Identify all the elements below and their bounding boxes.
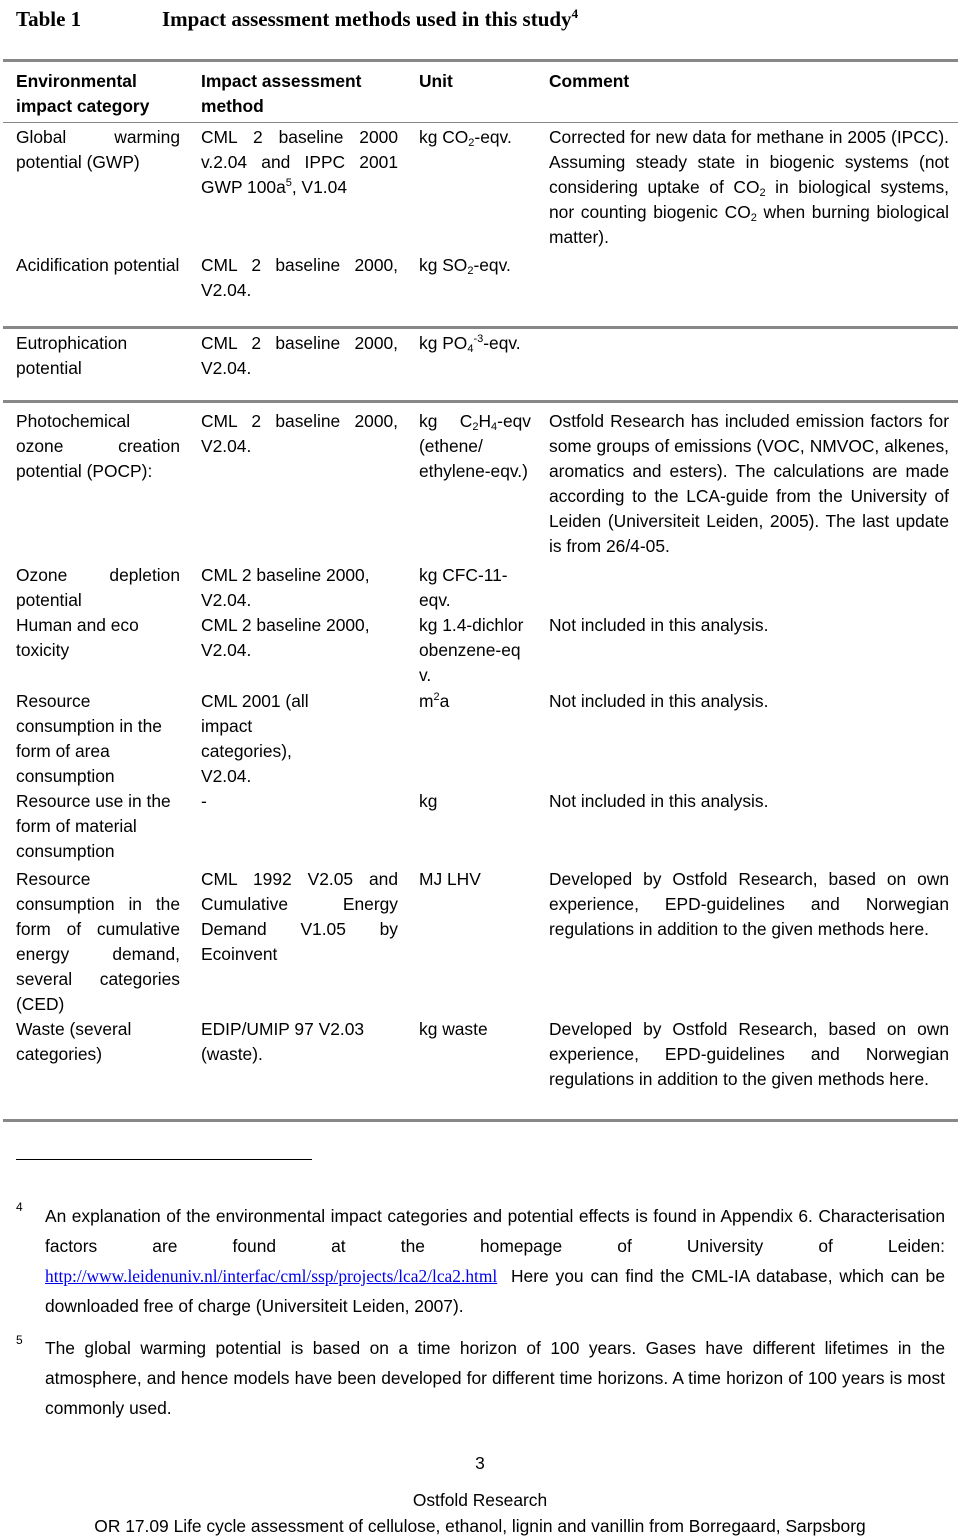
- waste-comment: Developed by Ostfold Research, based on own experience, EPD-guidelines and Norwegian regulations in addition to the given methods here.: [549, 1019, 949, 1089]
- area-comment: Not included in this analysis.: [549, 691, 769, 711]
- gwp-method: CML 2 baseline 2000 v.2.04 and IPPC 2001 GWP $100a^5$, V1.04: [201, 127, 398, 197]
- table-top-rule: [3, 59, 958, 62]
- waste-category: Waste (several categories): [16, 1019, 132, 1064]
- acid-method: CML 2 baseline 2000, V2.04.: [201, 255, 398, 300]
- material-unit: kg: [419, 791, 438, 811]
- tox-comment: Not included in this analysis.: [549, 615, 769, 635]
- pocp-comment: Ostfold Research has included emission factors for some groups of emissions (VOC, NMVOC, alkenes, aromatics and esters). The calculations are made according to the LCA-guide from the University of Leiden (Universiteit Leiden, 2005). The last update is from 26/4-05.: [549, 411, 949, 556]
- page-number: 3: [475, 1453, 485, 1473]
- header-unit: Unit: [419, 71, 453, 91]
- group-rule-1: [3, 326, 958, 329]
- material-method: -: [201, 791, 207, 811]
- table-bottom-rule: [3, 1119, 958, 1122]
- footnote-4-number: 4: [16, 1200, 23, 1214]
- tox-category: Human and eco toxicity: [16, 615, 139, 660]
- table-label: Table 1: [16, 7, 82, 31]
- footnote-ref-4: 4: [571, 6, 579, 21]
- table-caption: [162, 4, 578, 34]
- waste-method: EDIP/UMIP 97 V2.03 (waste).: [201, 1019, 365, 1064]
- pocp-unit: kg $C_2H_4$-eqv (ethene/ ethylene-eqv.): [419, 411, 531, 481]
- ced-category: Resource consumption in the form of cumulative energy demand, several categories (CED): [16, 869, 180, 1014]
- ced-unit: MJ LHV: [419, 869, 481, 889]
- ozone-unit: kg CFC-11-eqv.: [419, 565, 508, 610]
- footer-org: Ostfold Research: [412, 1490, 548, 1510]
- group-rule-2: [3, 400, 958, 403]
- acid-category: Acidification potential: [16, 255, 180, 275]
- acid-unit: kg $SO_2$-eqv.: [419, 255, 511, 277]
- area-category: Resource consumption in the form of area consumption: [16, 691, 162, 786]
- footer-report-title: OR 17.09 Life cycle assessment of cellulose, ethanol, lignin and vanillin from Borregaard, Sarpsborg: [94, 1516, 866, 1536]
- footnote-5: The global warming potential is based on a time horizon of 100 years. Gases have different lifetimes in the atmosphere, and hence models have been developed for different time horizons. A time horizon of 100 years is most commonly used.: [45, 1338, 945, 1418]
- gwp-category: Global warming potential (GWP): [16, 127, 180, 172]
- ced-method: CML 1992 V2.05 and Cumulative Energy Demand V1.05 by Ecoinvent: [201, 869, 398, 964]
- ozone-category: Ozone depletion potential: [16, 565, 180, 610]
- footnote-separator: [16, 1159, 312, 1160]
- eutro-unit: kg $PO_4^{-3}$-eqv.: [419, 333, 521, 355]
- ozone-method: CML 2 baseline 2000, V2.04.: [201, 565, 370, 610]
- area-unit: $m^2a$: [419, 691, 450, 711]
- table-caption-text: Impact assessment methods used in this study: [162, 7, 572, 31]
- pocp-category: Photochemical ozone creation potential (POCP):: [16, 411, 180, 481]
- pocp-method: CML 2 baseline 2000, V2.04.: [201, 411, 398, 456]
- tox-unit: kg 1.4-dichlorobenzene-eqv.: [419, 615, 524, 685]
- header-comment: Comment: [549, 71, 630, 91]
- ced-comment: Developed by Ostfold Research, based on own experience, EPD-guidelines and Norwegian regulations in addition to the given methods here.: [549, 869, 949, 939]
- footnote-ref-5: 5: [285, 177, 292, 189]
- material-comment: Not included in this analysis.: [549, 791, 769, 811]
- footnote-4: An explanation of the environmental impact categories and potential effects is found in Appendix 6. Characterisation factors are found at the homepage of University of Leiden: http://www.leidenuniv.nl/interfac/cml/ssp/projects/lca2/lca2.html Here you can find the CML-IA database, which can be downloaded free of charge (Universiteit Leiden, 2007).: [45, 1206, 945, 1316]
- header-method: Impact assessment method: [201, 71, 362, 116]
- gwp-comment: Corrected for new data for methane in 2005 (IPCC). Assuming steady state in biogenic systems (not considering uptake of $CO_2$ in biological systems, nor counting biogenic $CO_2$ when burning biological matter).: [549, 127, 949, 247]
- tox-method: CML 2 baseline 2000, V2.04.: [201, 615, 370, 660]
- waste-unit: kg waste: [419, 1019, 488, 1039]
- footnote-5-number: 5: [16, 1333, 23, 1347]
- header-category: Environmental impact category: [16, 71, 150, 116]
- table-title: [16, 4, 579, 34]
- eutro-category: Eutrophication potential: [16, 333, 128, 378]
- eutro-method: CML 2 baseline 2000, V2.04.: [201, 333, 398, 378]
- leiden-homepage-link[interactable]: http://www.leidenuniv.nl/interfac/cml/ssp/projects/lca2/lca2.html: [45, 1266, 498, 1286]
- header-rule: [3, 122, 958, 123]
- material-category: Resource use in the form of material consumption: [16, 791, 171, 861]
- area-method: CML 2001 (all impact categories), V2.04.: [201, 691, 309, 786]
- gwp-unit: kg $CO_2$-eqv.: [419, 127, 512, 149]
